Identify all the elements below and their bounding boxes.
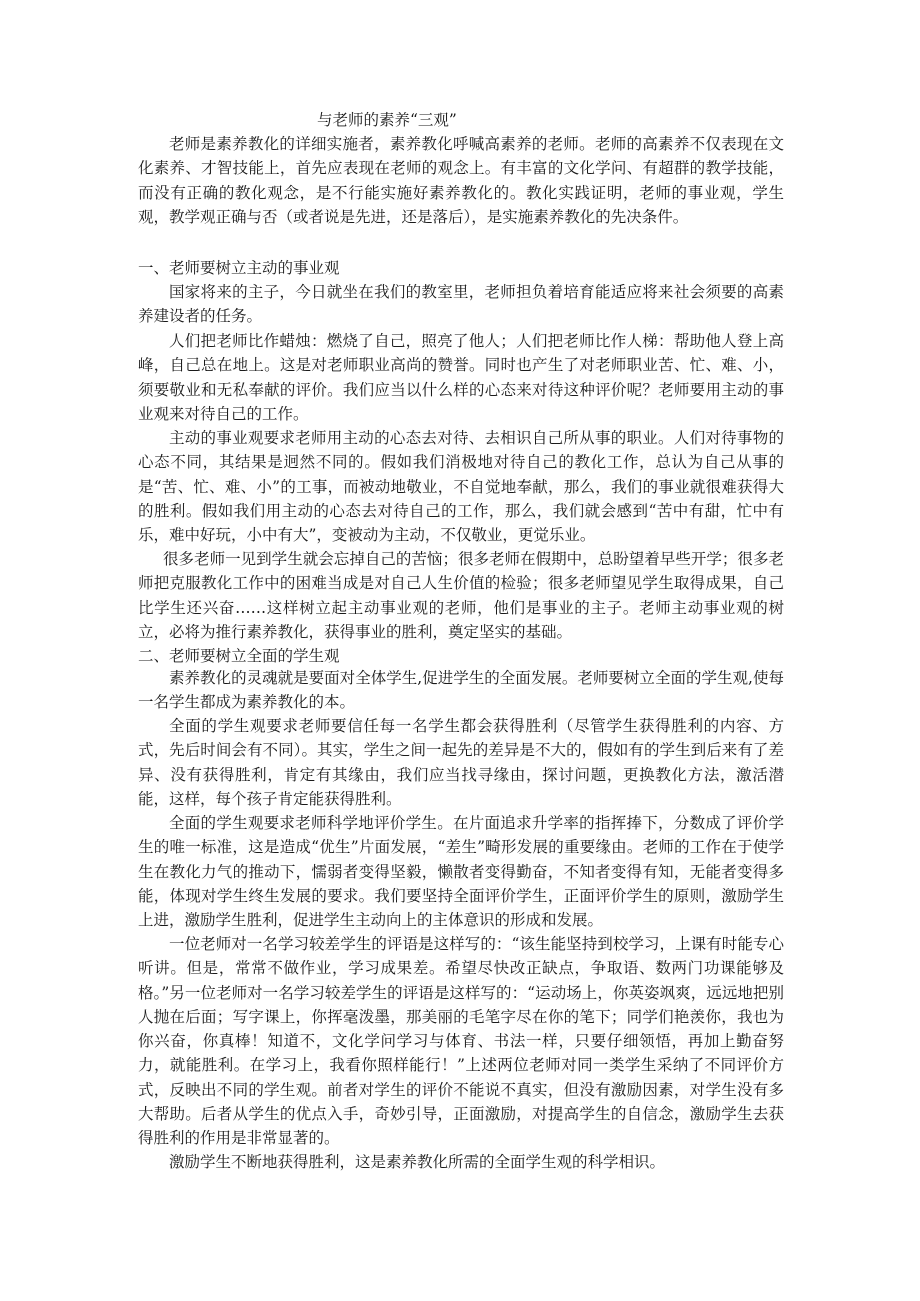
section-2-paragraph-3: 全面的学生观要求老师科学地评价学生。在片面追求升学率的指挥捧下，分数成了评价学生的唯一标准，这是造成“优生”片面发展，“差生”畸形发展的重要缘由。老师的工作在于使学生在教化力气的推动下，懦弱者变得坚毅，懒散者变得勤奋，不知者变得有知，无能者变得多能，体现对学生终生发展的要求。我们要坚持全面评价学生，正面评价学生的原则，激励学生上进，激励学生胜利，促进学生主动向上的主体意识的形成和发展。 <box>138 814 784 930</box>
section-1-paragraph-3: 主动的事业观要求老师用主动的心态去对待、去相识自己所从事的职业。人们对待事物的心态不同，其结果是迥然不同的。假如我们消极地对待自己的教化工作，总认为自己从事的是“苦、忙、难、小”的工事，而被动地敬业，不自觉地奉献，那么，我们的事业就很难获得大的胜利。假如我们用主动的心态去对待自己的工作，那么，我们就会感到“苦中有甜，忙中有乐，难中好玩，小中有大”，变被动为主动，不仅敬业，更觉乐业。 <box>138 429 784 545</box>
section-2-heading: 二、老师要树立全面的学生观 <box>138 647 340 665</box>
intro-paragraph: 老师是素养教化的详细实施者，素养教化呼喊高素养的老师。老师的高素养不仅表现在文化素养、才智技能上，首先应表现在老师的观念上。有丰富的文化学问、有超群的教学技能，而没有正确的教化观念，是不行能实施好素养教化的。教化实践证明，老师的事业观，学生观，教学观正确与否（或者说是先进，还是落后），是实施素养教化的先决条件。 <box>138 135 784 226</box>
section-1-paragraph-2: 人们把老师比作蜡烛：燃烧了自己，照亮了他人；人们把老师比作人梯：帮助他人登上高峰，自己总在地上。这是对老师职业高尚的赞誉。同时也产生了对老师职业苦、忙、难、小，须要敬业和无私奉献的评价。我们应当以什么样的心态来对待这种评价呢？老师要用主动的事业观来对待自己的工作。 <box>138 332 784 423</box>
section-2-paragraph-2: 全面的学生观要求老师要信任每一名学生都会获得胜利（尽管学生获得胜利的内容、方式，先后时间会有不同）。其实，学生之间一起先的差异是不大的，假如有的学生到后来有了差异、没有获得胜利，肯定有其缘由，我们应当找寻缘由，探讨问题，更换教化方法，激活潜能，这样，每个孩子肯定能获得胜利。 <box>138 717 784 808</box>
section-1-heading: 一、老师要树立主动的事业观 <box>138 259 340 277</box>
section-1-paragraph-1: 国家将来的主子，今日就坐在我们的教室里，老师担负着培育能适应将来社会须要的高素养建设者的任务。 <box>138 283 784 326</box>
section-2-paragraph-1: 素养教化的灵魂就是要面对全体学生,促进学生的全面发展。老师要树立全面的学生观,使每一名学生都成为素养教化的本。 <box>138 669 784 712</box>
document-title: 与老师的素养“三观” <box>317 111 457 129</box>
section-2-paragraph-5: 激励学生不断地获得胜利，这是素养教化所需的全面学生观的科学相识。 <box>169 1153 666 1171</box>
section-2-paragraph-4: 一位老师对一名学习较差学生的评语是这样写的：“该生能坚持到校学习，上课有时能专心听讲。但是，常常不做作业，学习成果差。希望尽快改正缺点，争取语、数两门功课能够及格。”另一位老师对一名学习较差学生的评语是这样写的：“运动场上，你英姿飒爽，远远地把别人抛在后面；写字课上，你挥毫泼墨，那美丽的毛笔字尽在你的笔下；同学们艳羡你，我也为你兴奋，你真棒！知道不，文化学问学习与体育、书法一样，只要仔细领悟，再加上勤奋努力，就能胜利。在学习上，我看你照样能行！”上述两位老师对同一类学生采纳了不同评价方式，反映出不同的学生观。前者对学生的评价不能说不真实，但没有激励因素，对学生没有多大帮助。后者从学生的优点入手，奇妙引导，正面激励，对提高学生的自信念，激励学生去获得胜利的作用是非常显著的。 <box>138 935 784 1148</box>
section-1-paragraph-4: 很多老师一见到学生就会忘掉自己的苦恼；很多老师在假期中，总盼望着早些开学；很多老师把克服教化工作中的困难当成是对自己人生价值的检验；很多老师望见学生取得成果，自己比学生还兴奋……这样树立起主动事业观的老师，他们是事业的主子。老师主动事业观的树立，必将为推行素养教化，获得事业的胜利，奠定坚实的基础。 <box>138 550 784 641</box>
